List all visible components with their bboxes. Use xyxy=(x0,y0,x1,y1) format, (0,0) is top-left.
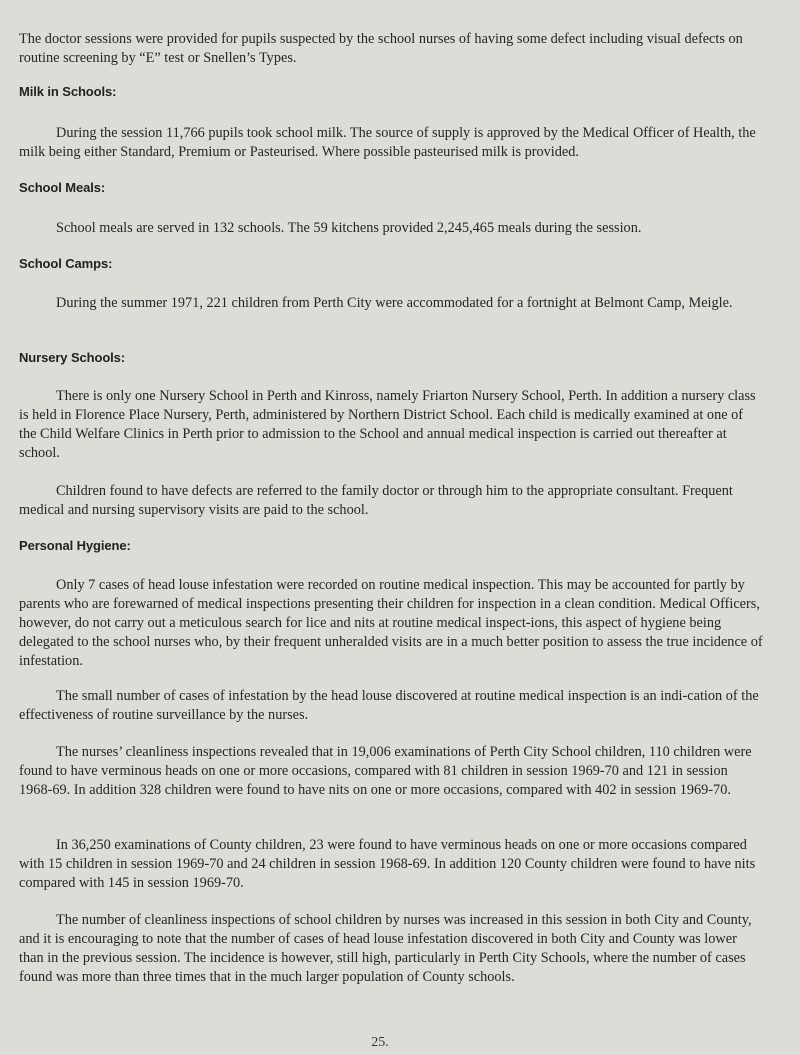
paragraph-milk: During the session 11,766 pupils took school milk. The source of supply is approved by the Medical Officer of Health, the milk being either Standard, Premium or Pasteurised. Where possible pasteurised milk is provided. xyxy=(19,125,756,160)
paragraph-hygiene-2: The small number of cases of infestation by the head louse discovered at routine medical inspection is an indi-cation of the effectiveness of routine surveillance by the nurses. xyxy=(19,688,759,723)
paragraph-camps: During the summer 1971, 221 children from Perth City were accommodated for a fortnight at Belmont Camp, Meigle. xyxy=(56,295,733,311)
paragraph-hygiene-4: In 36,250 examinations of County children, 23 were found to have verminous heads on one or more occasions compared with 15 children in session 1969-70 and 24 children in session 1968-69. In addition 120 County children were found to have nits compared with 145 in session 1969-70. xyxy=(19,837,756,891)
paragraph-hygiene-5: The number of cleanliness inspections of school children by nurses was increased in this session in both City and County, and it is encouraging to note that the number of cases of head louse infestation discovered in both City and County was lower than in the previous session. The incidence is however, still high, particularly in Perth City Schools, where the number of cases found was more than three times that in the much larger population of County schools. xyxy=(19,912,752,985)
heading-nursery-schools: Nursery Schools: xyxy=(19,350,126,365)
paragraph-nursery-1: There is only one Nursery School in Perth and Kinross, namely Friarton Nursery School, Perth. In addition a nursery class is held in Florence Place Nursery, Perth, administered by Northern District School. Each child is medically examined at one of the Child Welfare Clinics in Perth prior to admission to the School and annual medical inspection is carried out thereafter at school. xyxy=(19,388,756,461)
heading-school-camps: School Camps: xyxy=(19,256,113,271)
heading-personal-hygiene: Personal Hygiene: xyxy=(19,538,131,553)
paragraph-hygiene-1: Only 7 cases of head louse infestation were recorded on routine medical inspection. This may be accounted for partly by parents who are forewarned of medical inspections presenting their children for inspection in a clean condition. Medical Officers, however, do not carry out a meticulous search for lice and nits at routine medical inspect-ions, this aspect of hygiene being delegated to the school nurses who, by their frequent unheralded visits are in a much better position to assess the true incidence of infestation. xyxy=(19,577,763,669)
intro-paragraph: The doctor sessions were provided for pupils suspected by the school nurses of having some defect including visual defects on routine screening by “E” test or Snellen’s Types. xyxy=(19,31,743,66)
paragraph-hygiene-3: The nurses’ cleanliness inspections revealed that in 19,006 examinations of Perth City School children, 110 children were found to have verminous heads on one or more occasions, compared with 81 children in session 1969-70 and 121 in session 1968-69. In addition 328 children were found to have nits on one or more occasions, compared with 402 in session 1969-70. xyxy=(19,744,752,798)
page-number: 25. xyxy=(371,1035,389,1050)
heading-milk-in-schools: Milk in Schools: xyxy=(19,84,117,99)
paragraph-meals: School meals are served in 132 schools. The 59 kitchens provided 2,245,465 meals during the session. xyxy=(56,220,642,236)
paragraph-nursery-2: Children found to have defects are referred to the family doctor or through him to the appropriate consultant. Frequent medical and nursing supervisory visits are paid to the school. xyxy=(19,483,733,518)
heading-school-meals: School Meals: xyxy=(19,180,106,195)
